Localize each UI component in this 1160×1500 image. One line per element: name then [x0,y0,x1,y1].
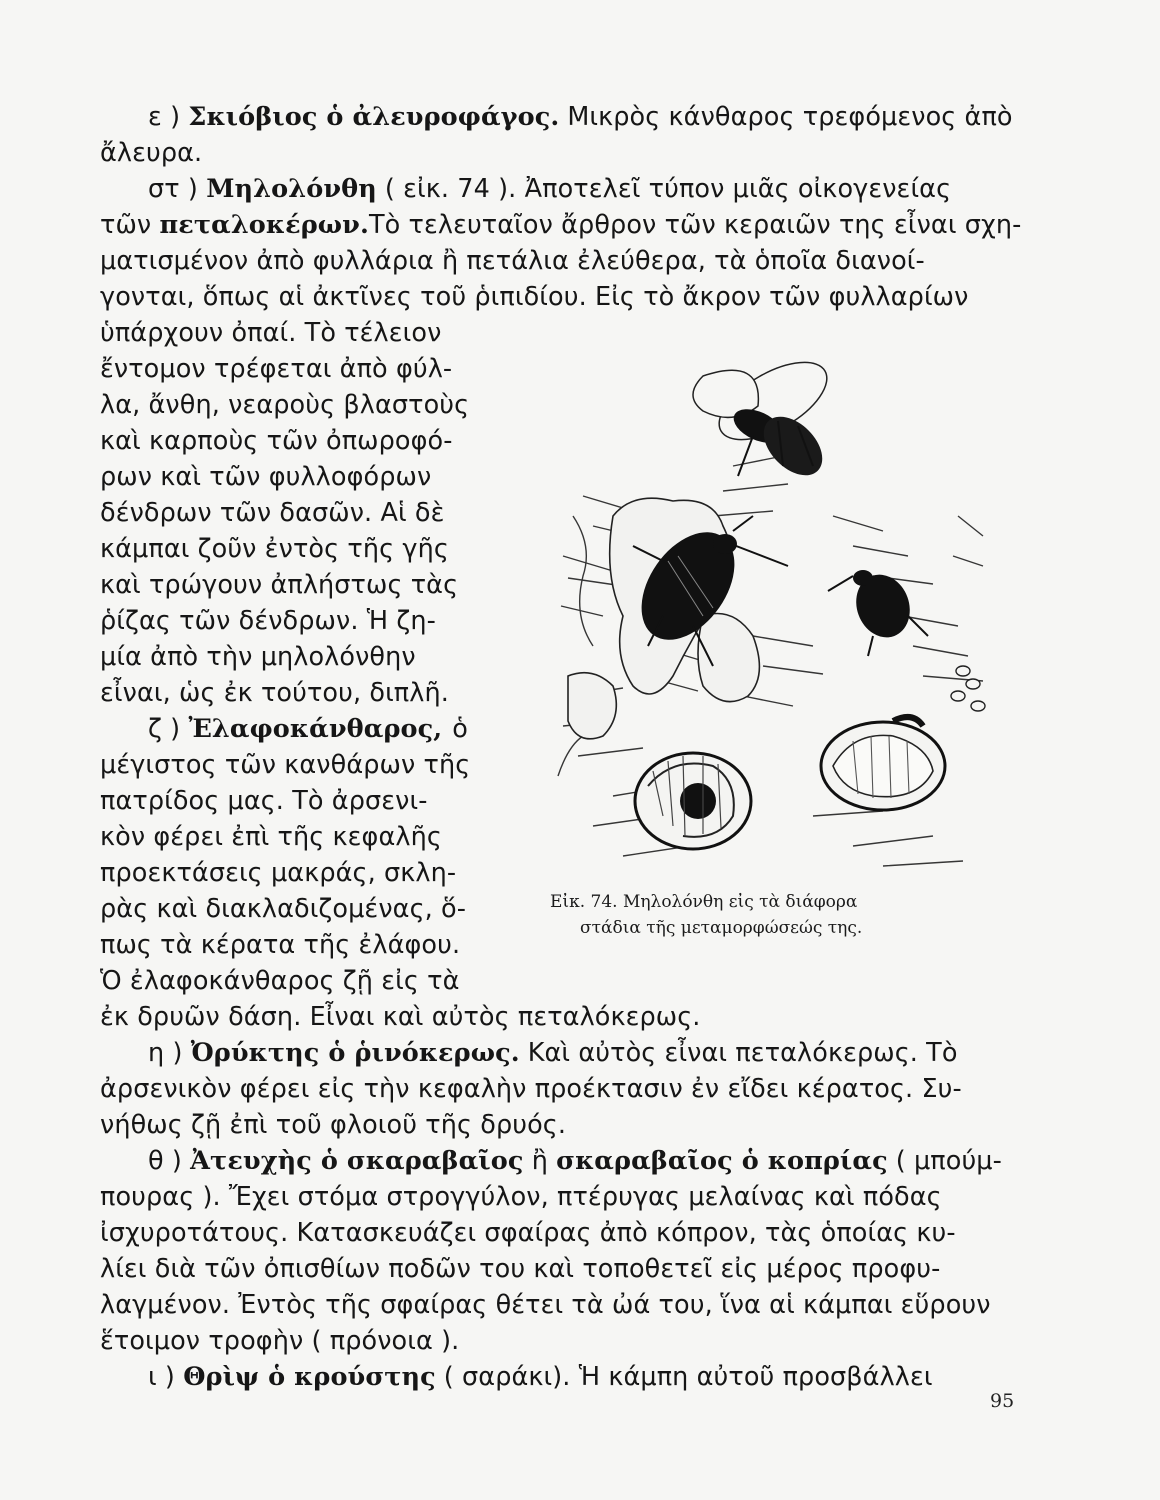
text-line: ματισμένον ἀπὸ φυλλάρια ἢ πετάλια ἐλεύθερα, τὰ ὁποῖα διανοί- [100,246,925,276]
figure-caption: στάδια τῆς μεταμορφώσεώς της. [580,918,863,938]
small-beetle [828,567,928,656]
term-bold: Μηλολόνθη [206,174,377,204]
term-bold: Ἀτευχὴς ὁ σκαραβαῖος [190,1146,524,1176]
text-line: ἰσχυροτάτους. Κατασκευάζει σφαίρας ἀπὸ κόπρον, τὰς ὁποίας κυ- [100,1218,956,1248]
text-line: ρὰς καὶ διακλαδιζομένας, ὅ- [100,894,467,924]
figure-caption: Εἰκ. 74. Μηλολόνθη εἰς τὰ διάφορα [550,892,858,912]
text-line: κάμπαι ζοῦν ἐντὸς τῆς γῆς [100,534,449,564]
text-line: προεκτάσεις μακράς, σκλη- [100,858,457,888]
text-line: Ὁ ἐλαφοκάνθαρος ζῇ εἰς τὰ [100,966,460,996]
text-line: η ) Ὀρύκτης ὁ ῥινόκερως. Καὶ αὐτὸς εἶναι πεταλόκερως. Τὸ [148,1038,958,1068]
text-line: εἶναι, ὡς ἐκ τούτου, διπλῆ. [100,678,449,708]
text-line: νήθως ζῇ ἐπὶ τοῦ φλοιοῦ τῆς δρυός. [100,1110,567,1140]
text-line: ἀρσενικὸν φέρει εἰς τὴν κεφαλὴν προέκτασιν ἐν εἴδει κέρατος. Συ- [100,1074,962,1104]
text-line: ε ) Σκιόβιος ὁ ἀλευροφάγος. Μικρὸς κάνθαρος τρεφόμενος ἀπὸ [148,102,1013,132]
text-line: δένδρων τῶν δασῶν. Αἱ δὲ [100,498,445,528]
text-line: στ ) Μηλολόνθη ( εἰκ. 74 ). Ἀποτελεῖ τύπον μιᾶς οἰκογενείας [148,174,952,204]
cockchafer-illustration [553,316,993,876]
text-line: ζ ) Ἐλαφοκάνθαρος, ὁ [148,714,468,744]
text-line: ἄλευρα. [100,138,203,168]
text-line: καὶ τρώγουν ἀπλήστως τὰς [100,570,459,600]
text-line: ὑπάρχουν ὀπαί. Τὸ τέλειον [100,318,442,348]
page-number: 95 [990,1390,1015,1412]
text-line: μία ἀπὸ τὴν μηλολόνθην [100,642,416,672]
term-bold: Ἐλαφοκάνθαρος, [188,714,443,744]
text-line: πατρίδος μας. Τὸ ἀρσενι- [100,786,428,816]
term-bold: Σκιόβιος ὁ ἀλευροφάγος. [188,102,560,132]
term-bold: Θρὶψ ὁ κρούστης [183,1362,436,1392]
text-line: κὸν φέρει ἐπὶ τῆς κεφαλῆς [100,822,442,852]
term-bold: Ὀρύκτης ὁ ῥινόκερως. [190,1038,520,1068]
text-line: ἔντομον τρέφεται ἀπὸ φύλ- [100,354,453,384]
text-line: θ ) Ἀτευχὴς ὁ σκαραβαῖος ἢ σκαραβαῖος ὁ κοπρίας ( μπούμ- [148,1146,1002,1176]
text-line: ῥίζας τῶν δένδρων. Ἡ ζη- [100,606,436,636]
text-line: γονται, ὅπως αἱ ἀκτῖνες τοῦ ῥιπιδίου. Εἰς τὸ ἄκρον τῶν φυλλαρίων [100,282,969,312]
text-line: πουρας ). Ἔχει στόμα στρογγύλον, πτέρυγας μελαίνας καὶ πόδας [100,1182,942,1212]
text-line: πως τὰ κέρατα τῆς ἐλάφου. [100,930,461,960]
text-line: ἐκ δρυῶν δάση. Εἶναι καὶ αὐτὸς πεταλόκερως. [100,1002,701,1032]
flying-beetle [693,347,839,487]
term-bold: πεταλοκέρων. [159,210,369,240]
text-line: ι ) Θρὶψ ὁ κρούστης ( σαράκι). Ἡ κάμπη αὐτοῦ προσβάλλει [148,1362,933,1392]
egg-cluster [951,666,985,711]
term-bold: σκαραβαῖος ὁ κοπρίας [556,1146,888,1176]
text-line: μέγιστος τῶν κανθάρων τῆς [100,750,471,780]
pupa [821,717,945,810]
larva-grub [635,753,751,849]
text-line: ρων καὶ τῶν φυλλοφόρων [100,462,432,492]
text-line: ἕτοιμον τροφὴν ( πρόνοια ). [100,1326,460,1356]
text-line: λαγμένον. Ἐντὸς τῆς σφαίρας θέτει τὰ ὠά του, ἵνα αἱ κάμπαι εὕρουν [100,1290,991,1320]
text-line: λίει διὰ τῶν ὀπισθίων ποδῶν του καὶ τοποθετεῖ εἰς μέρος προφυ- [100,1254,941,1284]
text-line: καὶ καρποὺς τῶν ὀπωροφό- [100,426,453,456]
text-line: τῶν πεταλοκέρων. Τὸ τελευταῖον ἄρθρον τῶν κεραιῶν της εἶναι σχη- [100,210,1022,240]
text-line: λα, ἄνθη, νεαροὺς βλαστοὺς [100,390,470,420]
